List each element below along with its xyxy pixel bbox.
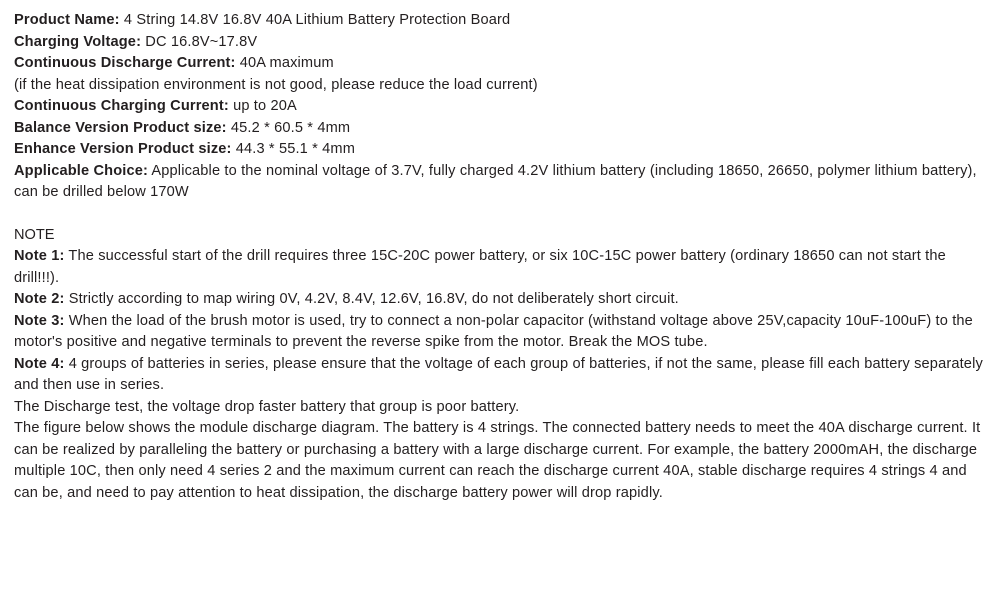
- spec-value-balance-version-size: 45.2 * 60.5 * 4mm: [230, 119, 351, 136]
- spec-row-continuous-discharge-current: [14, 53, 986, 75]
- note-value-4: 4 groups of batteries in series, please ensure that the voltage of each group of batteries, if not the same, please fill each battery separately and then use in series.: [14, 355, 983, 393]
- spec-value-continuous-discharge-current: 40A maximum: [239, 55, 334, 71]
- paragraph-discharge-test: The Discharge test, the voltage drop faster battery that group is poor battery.: [14, 398, 520, 415]
- note-row-4: [14, 354, 986, 397]
- note-row-1: [14, 246, 986, 289]
- spec-row-applicable-choice: [14, 161, 986, 204]
- notes-block: [14, 225, 986, 505]
- section-spacer: [14, 204, 986, 225]
- spec-label-applicable-choice: Applicable Choice:: [14, 162, 148, 179]
- spec-row-enhance-version-size: [14, 139, 986, 161]
- note-value-2: Strictly according to map wiring 0V, 4.2V, 8.4V, 12.6V, 16.8V, do not deliberately short circuit.: [68, 291, 679, 307]
- spec-row-heat-dissipation-note: [14, 75, 986, 97]
- spec-label-balance-version-size: Balance Version Product size:: [14, 119, 227, 136]
- note-label-4: Note 4:: [14, 355, 65, 372]
- spec-value-charging-voltage: DC 16.8V~17.8V: [145, 33, 258, 50]
- spec-value-heat-dissipation-note: (if the heat dissipation environment is not good, please reduce the load current): [14, 76, 538, 93]
- note-value-3: When the load of the brush motor is used, try to connect a non-polar capacitor (withstand voltage above 25V,capacity 10uF-100uF) to the motor's positive and negative terminals to prevent the reverse spike from the motor. Break the MOS tube.: [14, 312, 973, 350]
- note-value-1: The successful start of the drill requires three 15C-20C power battery, or six 10C-15C power battery (ordinary 18650 can not start the drill!!!).: [14, 248, 946, 286]
- notes-heading: NOTE: [14, 226, 55, 243]
- spec-row-product-name: [14, 10, 986, 32]
- note-row-3: [14, 311, 986, 354]
- spec-label-charging-voltage: Charging Voltage:: [14, 33, 142, 50]
- paragraph-module-discharge-diagram: The figure below shows the module discharge diagram. The battery is 4 strings. The connected battery needs to meet the 40A discharge current. It can be realized by paralleling the battery or purchasing a battery with a large discharge current. For example, the battery 2000mAH, the discharge multiple 10C, then only need 4 series 2 and the maximum current can reach the discharge current 40A, stable discharge requires 4 strings 4 and can be, and need to pay attention to heat dissipation, the discharge battery power will drop rapidly.: [14, 420, 981, 501]
- specifications-block: [14, 10, 986, 204]
- spec-value-product-name: 4 String 14.8V 16.8V 40A Lithium Battery Protection Board: [123, 12, 511, 28]
- spec-label-product-name: Product Name:: [14, 12, 120, 28]
- spec-label-continuous-discharge-current: Continuous Discharge Current:: [14, 55, 236, 71]
- note-row-2: [14, 289, 986, 311]
- spec-row-continuous-charging-current: [14, 96, 986, 118]
- note-label-3: Note 3:: [14, 312, 65, 329]
- spec-row-charging-voltage: [14, 32, 986, 54]
- spec-value-enhance-version-size: 44.3 * 55.1 * 4mm: [235, 141, 356, 157]
- spec-label-continuous-charging-current: Continuous Charging Current:: [14, 98, 229, 114]
- spec-value-applicable-choice: Applicable to the nominal voltage of 3.7V, fully charged 4.2V lithium battery (including 18650, 26650, polymer lithium battery), can be drilled below 170W: [14, 162, 977, 200]
- note-label-1: Note 1:: [14, 248, 65, 264]
- spec-row-balance-version-size: [14, 118, 986, 140]
- spec-label-enhance-version-size: Enhance Version Product size:: [14, 141, 232, 157]
- spec-value-continuous-charging-current: up to 20A: [233, 98, 297, 114]
- note-label-2: Note 2:: [14, 291, 65, 307]
